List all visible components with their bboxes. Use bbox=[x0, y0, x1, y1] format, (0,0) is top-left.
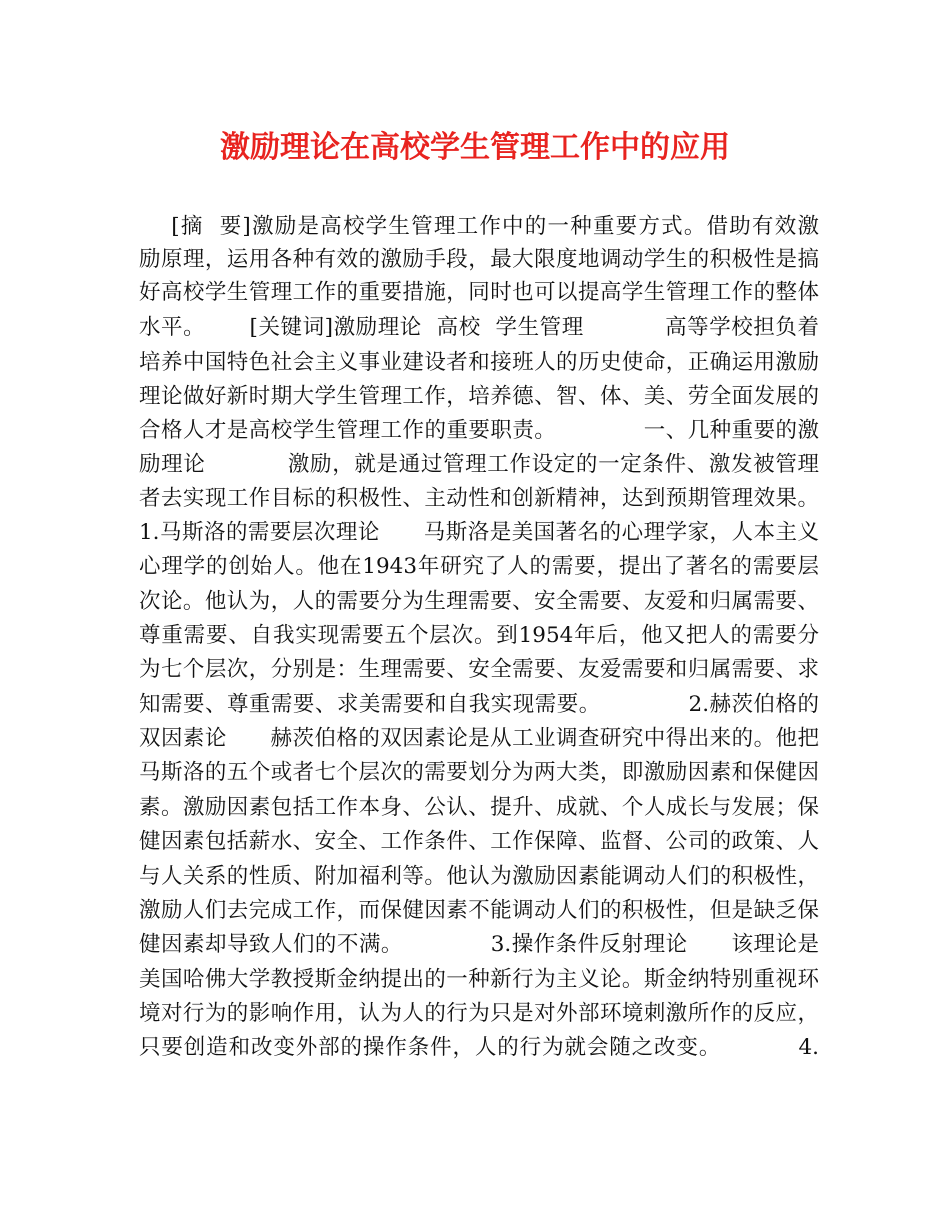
body-line: 者去实现工作目标的积极性、主动性和创新精神，达到预期管理效果。 bbox=[139, 486, 819, 511]
body-line: 美国哈佛大学教授斯金纳提出的一种新行为主义论。斯金纳特别重视环 bbox=[139, 967, 819, 992]
body-line: 好高校学生管理工作的重要措施，同时也可以提高学生管理工作的整体 bbox=[139, 280, 819, 305]
body-line: 水平。 [关键词]激励理论 高校 学生管理 高等学校担负着 bbox=[139, 315, 819, 340]
body-line: 理论做好新时期大学生管理工作，培养德、智、体、美、劳全面发展的 bbox=[139, 384, 819, 409]
body-line: 培养中国特色社会主义事业建设者和接班人的历史使命，正确运用激励 bbox=[139, 350, 819, 375]
body-line: 合格人才是高校学生管理工作的重要职责。 一、几种重要的激 bbox=[139, 418, 819, 443]
body-line: [摘 要]激励是高校学生管理工作中的一种重要方式。借助有效激 bbox=[139, 214, 819, 239]
body-line: 1.马斯洛的需要层次理论 马斯洛是美国著名的心理学家，人本主义 bbox=[139, 520, 819, 545]
body-line: 励原理，运用各种有效的激励手段，最大限度地调动学生的积极性是搞 bbox=[139, 247, 819, 272]
document-title: 激励理论在高校学生管理工作中的应用 bbox=[220, 130, 730, 165]
body-line: 为七个层次，分别是：生理需要、安全需要、友爱需要和归属需要、求 bbox=[139, 657, 819, 682]
body-line: 励理论 激励，就是通过管理工作设定的一定条件、激发被管理 bbox=[139, 452, 819, 477]
body-line: 知需要、尊重需要、求美需要和自我实现需要。 2.赫茨伯格的 bbox=[139, 692, 819, 717]
body-line: 尊重需要、自我实现需要五个层次。到1954年后，他又把人的需要分 bbox=[139, 623, 819, 648]
body-line: 次论。他认为，人的需要分为生理需要、安全需要、友爱和归属需要、 bbox=[139, 589, 819, 614]
body-line: 双因素论 赫茨伯格的双因素论是从工业调查研究中得出来的。他把 bbox=[139, 726, 819, 751]
body-line: 健因素包括薪水、安全、工作条件、工作保障、监督、公司的政策、人 bbox=[139, 829, 819, 854]
body-line: 健因素却导致人们的不满。 3.操作条件反射理论 该理论是 bbox=[139, 932, 819, 957]
body-line: 境对行为的影响作用，认为人的行为只是对外部环境刺激所作的反应， bbox=[139, 1001, 819, 1026]
body-line: 只要创造和改变外部的操作条件，人的行为就会随之改变。 4. bbox=[139, 1035, 819, 1060]
body-line: 素。激励因素包括工作本身、公认、提升、成就、个人成长与发展；保 bbox=[139, 795, 819, 820]
body-line: 激励人们去完成工作，而保健因素不能调动人们的积极性，但是缺乏保 bbox=[139, 898, 819, 923]
body-line: 马斯洛的五个或者七个层次的需要划分为两大类，即激励因素和保健因 bbox=[139, 760, 819, 785]
body-line: 心理学的创始人。他在1943年研究了人的需要，提出了著名的需要层 bbox=[139, 554, 819, 579]
body-line: 与人关系的性质、附加福利等。他认为激励因素能调动人们的积极性， bbox=[139, 864, 819, 889]
